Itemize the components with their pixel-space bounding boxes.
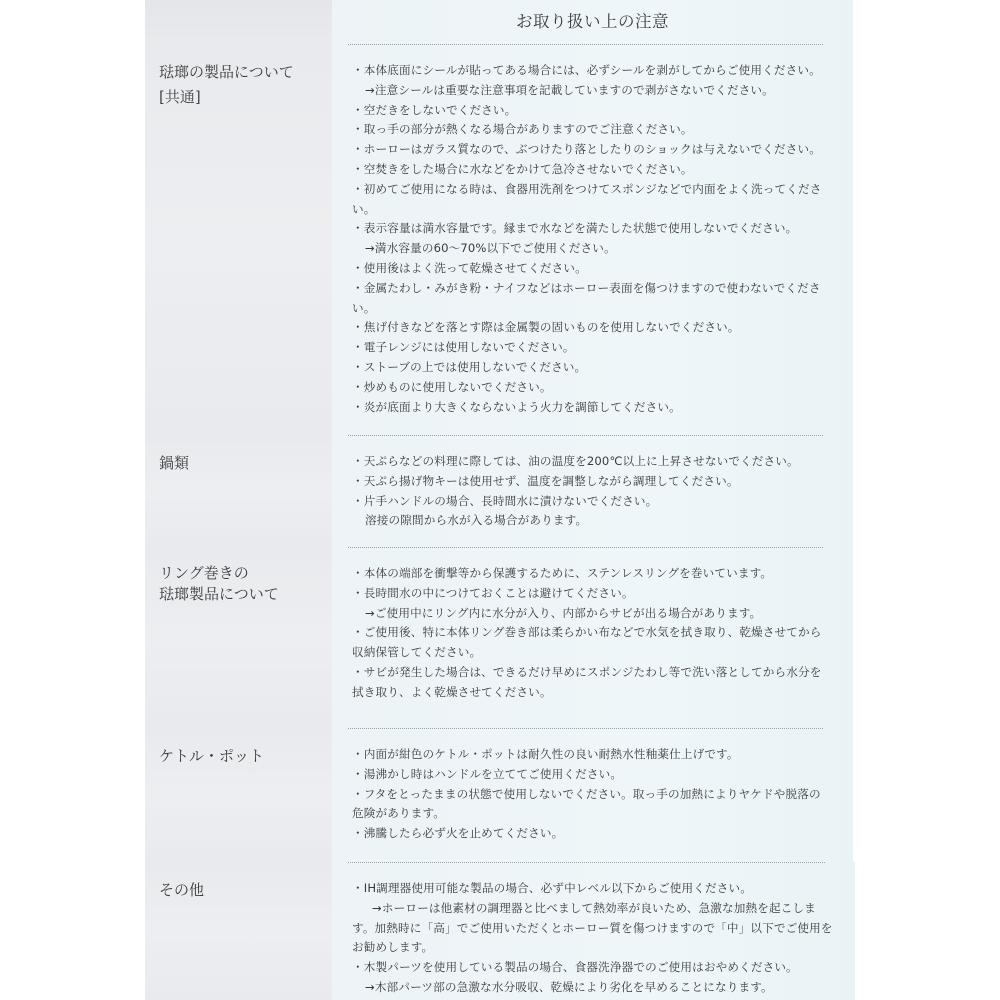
list-item: ・ストーブの上では使用しないでください。 [352, 359, 587, 374]
list-item-note: 溶接の隙間から水が入る場合があります。 [365, 513, 588, 528]
header-left-cell [145, 0, 332, 44]
dotted-divider [348, 44, 823, 45]
list-item: ・天ぷらなどの料理に際しては、油の温度を200℃以上に上昇させないでください。 [352, 454, 799, 468]
dotted-divider [348, 862, 825, 863]
list-item: ・サビが発生した場合は、できるだけ早めにスポンジたわし等で洗い落としてから水分を [352, 664, 822, 679]
section-body [332, 44, 853, 435]
section-enamel-common [145, 44, 853, 435]
list-item-wrap: い。 [352, 300, 376, 315]
list-item-wrap: お勧めします。 [352, 940, 434, 955]
section-title: 鍋類 [159, 454, 190, 472]
section-ring-enamel [145, 547, 853, 728]
section-label-cell [145, 44, 332, 435]
list-item: ・使用後はよく洗って乾燥させてください。 [352, 260, 587, 275]
list-item: ・IH調理器使用可能な製品の場合、必ず中レベル以下からご使用ください。 [352, 881, 752, 895]
list-item: ・内面が紺色のケトル・ポットは耐久性の良い耐熱水性釉薬仕上げです。 [352, 747, 739, 761]
list-item: ・長時間水の中につけておくことは避けてください。 [352, 585, 634, 600]
dotted-divider [348, 435, 823, 436]
list-item-note: →満水容量の60〜70%以下でご使用ください。 [365, 241, 616, 256]
section-body [332, 435, 853, 547]
list-item: ・焦げ付きなどを落とす際は金属製の固いものを使用しないでください。 [352, 320, 740, 335]
list-item-wrap: い。 [352, 201, 376, 216]
list-item: ・片手ハンドルの場合、長時間水に漬けないでください。 [352, 493, 658, 508]
document-title: お取り扱い上の注意 [516, 12, 669, 31]
section-label-cell [145, 862, 332, 1000]
list-item: ・炒めものに使用しないでください。 [352, 379, 552, 394]
section-label-cell [145, 547, 332, 728]
section-title-line2: 琺瑯製品について [159, 585, 279, 603]
section-body [332, 862, 855, 1000]
list-item-note: →ホーローは他素材の調理器と比べまして熱効率が良いため、急激な加熱を起こしま [372, 900, 816, 915]
section-body [332, 728, 853, 862]
list-item-note: →木部パーツ部の急激な水分吸収、乾燥により劣化を早めることになります。 [365, 979, 773, 994]
list-item-wrap: 危険があります。 [352, 806, 446, 821]
care-instructions-sheet [145, 0, 853, 1000]
list-item: ・初めてご使用になる時は、食器用洗剤をつけてスポンジなどで内面をよく洗ってくださ [352, 181, 822, 196]
list-item: ・本体の端部を衝撃等から保護するために、ステンレスリングを巻いています。 [352, 566, 773, 580]
section-title: 琺瑯の製品について [159, 63, 294, 81]
section-label-cell [145, 435, 332, 547]
section-other [145, 862, 853, 1000]
dotted-divider [348, 728, 823, 729]
section-title: リング巻きの [159, 564, 249, 582]
list-item: ・本体底面にシールが貼ってある場合には、必ずシールを剥がしてからご使用ください。 [352, 63, 821, 77]
section-kettle-pot [145, 728, 853, 862]
section-title: その他 [159, 881, 205, 899]
section-subtitle: [共通] [159, 88, 201, 106]
list-item: ・炎が底面より大きくならないよう火力を調節してください。 [352, 399, 681, 414]
list-item: ・金属たわし・みがき粉・ナイフなどはホーロー表面を傷つけますので使わないでくださ [352, 280, 821, 295]
list-item: ・空だきをしないでください。 [352, 102, 517, 117]
list-item: ・フタをとったままの状態で使用しないでください。取っ手の加熱によりヤケドや脱落の [352, 786, 821, 801]
list-item: ・空焚きをした場合に水などをかけて急冷させないでください。 [352, 161, 693, 176]
dotted-divider [348, 547, 823, 548]
list-item-note: →ご使用中にリング内に水分が入り、内部からサビが出る場合があります。 [365, 605, 762, 620]
section-body [332, 547, 853, 728]
section-pots [145, 435, 853, 547]
list-item: ・ホーローはガラス質なので、ぶつけたり落としたりのショックは与えないでください。 [352, 142, 821, 157]
list-item: ・ご使用後、特に本体リング巻き部は柔らかい布などで水気を拭き取り、乾燥させてから [352, 625, 822, 640]
list-item-note: →注意シールは重要な注意事項を記載していますので剥がさないでください。 [365, 82, 774, 97]
list-item: ・天ぷら揚げ物キーは使用せず、温度を調整しながら調理してください。 [352, 473, 739, 488]
list-item: ・電子レンジには使用しないでください。 [352, 340, 575, 355]
list-item: ・表示容量は満水容量です。縁まで水などを満たした状態で使用しないでください。 [352, 221, 798, 236]
section-label-cell [145, 728, 332, 862]
header-right-cell [332, 0, 853, 44]
list-item-wrap: 収納保管してください。 [352, 645, 482, 660]
header-row [145, 0, 853, 44]
list-item-wrap: 拭き取り、よく乾燥させてください。 [352, 684, 552, 699]
list-item: ・取っ手の部分が熱くなる場合がありますのでご注意ください。 [352, 122, 693, 137]
section-title: ケトル・ポット [159, 747, 265, 765]
list-item: ・木製パーツを使用している製品の場合、食器洗浄器でのご使用はおやめください。 [352, 960, 798, 975]
list-item: ・沸騰したら必ず火を止めてください。 [352, 826, 564, 841]
list-item: ・湯沸かし時はハンドルを立ててご使用ください。 [352, 766, 623, 781]
list-item-wrap: す。加熱時に「高」でご使用いただくとホーロー質を傷つけますので「中」以下でご使用を [352, 920, 833, 935]
